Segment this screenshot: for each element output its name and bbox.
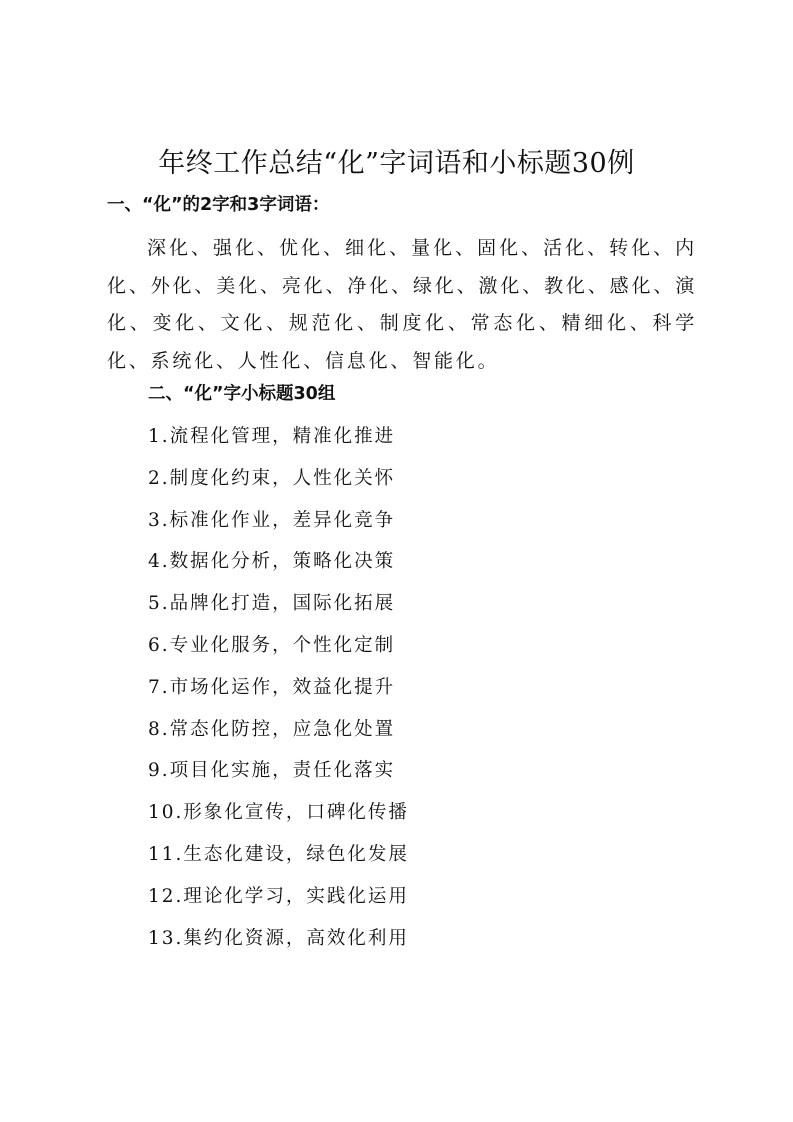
list-item: 1.流程化管理，精准化推进 <box>148 426 396 447</box>
list-item: 13.集约化资源，高效化利用 <box>148 927 409 949</box>
document-title: 年终工作总结“化”字词语和小标题30例 <box>158 148 635 179</box>
list-item: 2.制度化约束，人性化关怀 <box>148 467 396 489</box>
section-1-heading: 一、“化”的2字和3字词语： <box>107 195 330 215</box>
subtitle-list <box>148 422 409 965</box>
list-item: 12.理论化学习，实践化运用 <box>148 885 409 907</box>
list-item: 10.形象化宣传，口碑化传播 <box>148 802 409 824</box>
list-item: 9.项目化实施，责任化落实 <box>148 760 396 782</box>
section-2-heading: 二、“化”字小标题30组 <box>148 384 336 404</box>
list-item: 3.标准化作业，差异化竞争 <box>148 509 396 531</box>
list-item: 5.品牌化打造，国际化拓展 <box>148 593 396 615</box>
list-item: 6.专业化服务，个性化定制 <box>148 634 396 656</box>
list-item: 8.常态化防控，应急化处置 <box>148 718 396 740</box>
list-item: 7.市场化运作，效益化提升 <box>148 676 396 698</box>
list-item: 11.生态化建设，绿色化发展 <box>148 843 409 865</box>
list-item: 4.数据化分析，策略化决策 <box>148 551 396 573</box>
section-1-paragraph: 深化、强化、优化、细化、量化、固化、活化、转化、内化、外化、美化、亮化、净化、绿化、激化、教化、感化、演化、变化、文化、规范化、制度化、常态化、精细化、科学化、系统化、人性化、信息化、智能化。 <box>107 237 697 372</box>
